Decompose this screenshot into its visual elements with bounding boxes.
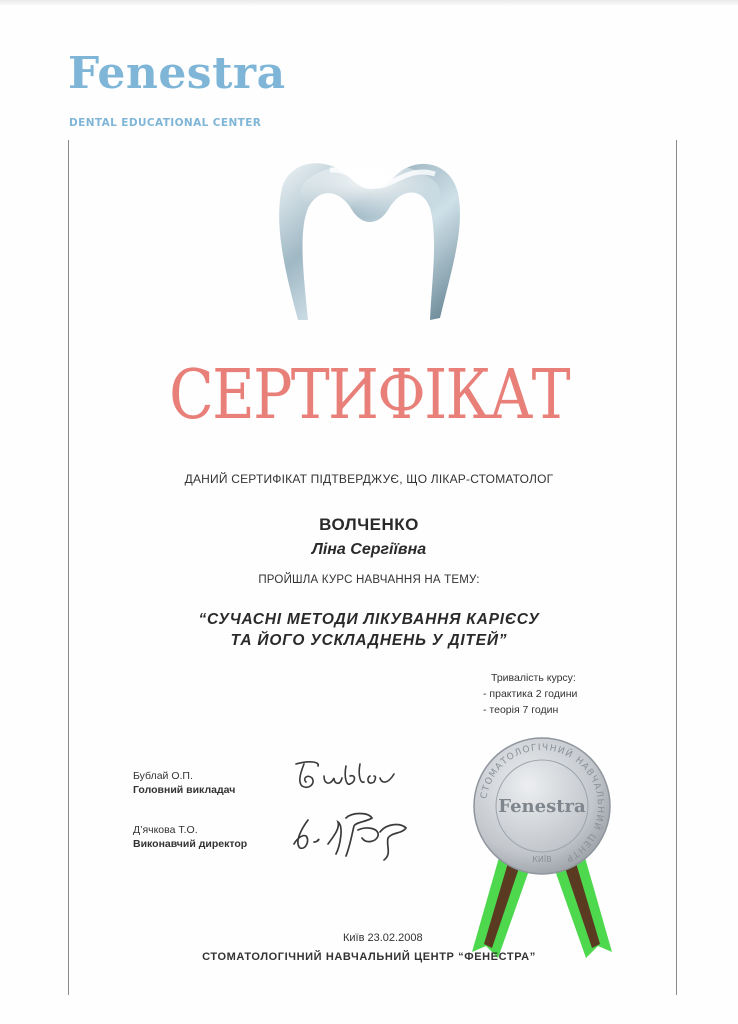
logo-subtitle: DENTAL EDUCATIONAL CENTER <box>69 117 262 129</box>
issuer-footer: СТОМАТОЛОГІЧНИЙ НАВЧАЛЬНИЙ ЦЕНТР “ФЕНЕСТРА” <box>202 951 536 963</box>
handwritten-signature-2 <box>288 806 418 866</box>
handwritten-signature-1 <box>290 756 400 796</box>
frame-line-right <box>676 140 677 995</box>
course-topic-line-2: ТА ЙОГО УСКЛАДНЕНЬ У ДІТЕЙ” <box>230 632 508 649</box>
certificate-title: СЕРТИФІКАТ <box>169 356 569 435</box>
recipient-given-name: Ліна Сергіївна <box>311 541 427 558</box>
frame-line-left <box>68 140 69 995</box>
signatory-name: Д’ячкова Т.О. <box>133 824 198 836</box>
seal-ring-text: СТОМАТОЛОГІЧНИЙ НАВЧАЛЬНИЙ ЦЕНТР <box>479 742 606 864</box>
scan-edge <box>0 0 738 6</box>
course-intro: ПРОЙШЛА КУРС НАВЧАННЯ НА ТЕМУ: <box>258 574 480 586</box>
recipient-surname: ВОЛЧЕНКО <box>319 515 419 534</box>
duration-item: - теорія 7 годин <box>483 704 559 716</box>
seal-center-text: Fenestra <box>498 796 586 817</box>
place-date: Київ 23.02.2008 <box>343 932 423 944</box>
duration-heading: Тривалість курсу: <box>491 672 576 684</box>
seal-emblem <box>462 736 622 976</box>
course-topic-line-1: “СУЧАСНІ МЕТОДИ ЛІКУВАННЯ КАРІЄСУ <box>198 611 540 628</box>
duration-item: - практика 2 години <box>483 688 578 700</box>
signatory-role: Виконавчий директор <box>133 838 248 850</box>
seal-bottom-text: КИЇВ <box>532 855 552 864</box>
signatory-role: Головний викладач <box>133 784 236 796</box>
logo-brand: Fenestra <box>68 48 286 99</box>
tooth-icon <box>270 148 470 328</box>
course-duration <box>483 670 577 718</box>
confirm-text: ДАНИЙ СЕРТИФІКАТ ПІДТВЕРДЖУЄ, ЩО ЛІКАР-СТОМАТОЛОГ <box>184 472 554 486</box>
signatory-name: Бублай О.П. <box>133 770 193 782</box>
